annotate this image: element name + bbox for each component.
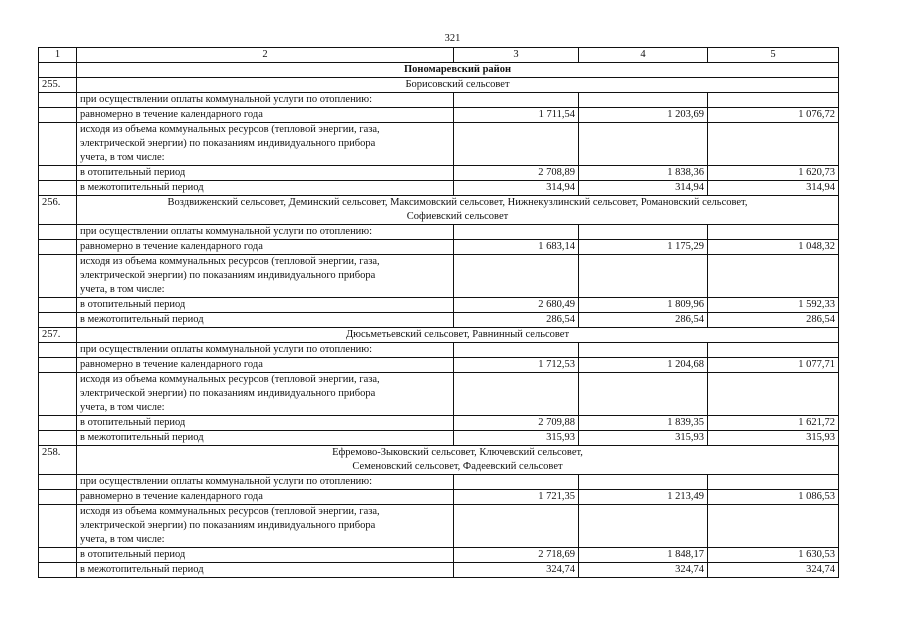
heating-label: в отопительный период — [77, 166, 454, 181]
meter-label — [77, 255, 454, 298]
value-cell: 1 204,68 — [579, 358, 708, 373]
interheating-label: в межотопительный период — [77, 181, 454, 196]
empty-cell — [579, 343, 708, 358]
empty-cell — [708, 373, 839, 416]
value-cell: 324,74 — [454, 563, 579, 578]
area-name-line: Дюсьметьевский сельсовет, Равнинный сельсовет — [345, 329, 570, 340]
uniform-label: равномерно в течение календарного года — [77, 358, 454, 373]
meter-row — [39, 505, 839, 548]
meter-label-line: исходя из объема коммунальных ресурсов (тепловой энергии, газа, — [80, 256, 380, 267]
area-name-line: Борисовский сельсовет — [405, 79, 510, 90]
empty-cell — [579, 475, 708, 490]
interheating-label: в межотопительный период — [77, 431, 454, 446]
empty-cell — [39, 548, 77, 563]
empty-cell — [708, 475, 839, 490]
empty-cell — [708, 505, 839, 548]
area-name — [77, 328, 839, 343]
payment-row — [39, 93, 839, 108]
area-row — [39, 446, 839, 475]
area-name — [77, 446, 839, 475]
uniform-row — [39, 108, 839, 123]
empty-cell — [39, 358, 77, 373]
empty-cell — [579, 93, 708, 108]
empty-cell — [579, 373, 708, 416]
empty-cell — [579, 255, 708, 298]
interheating-label: в межотопительный период — [77, 563, 454, 578]
interheating-row — [39, 431, 839, 446]
column-header: 2 — [77, 48, 454, 63]
value-cell: 1 712,53 — [454, 358, 579, 373]
empty-cell — [39, 108, 77, 123]
empty-cell — [39, 93, 77, 108]
empty-cell — [39, 313, 77, 328]
value-cell: 1 048,32 — [708, 240, 839, 255]
empty-cell — [39, 475, 77, 490]
meter-label-line: исходя из объема коммунальных ресурсов (тепловой энергии, газа, — [80, 506, 380, 517]
empty-cell — [39, 63, 77, 78]
payment-label: при осуществлении оплаты коммунальной услуги по отоплению: — [77, 93, 454, 108]
heating-row — [39, 548, 839, 563]
payment-row — [39, 343, 839, 358]
value-cell: 1 839,35 — [579, 416, 708, 431]
empty-cell — [708, 93, 839, 108]
value-cell: 1 592,33 — [708, 298, 839, 313]
meter-label-line: исходя из объема коммунальных ресурсов (тепловой энергии, газа, — [80, 124, 380, 135]
value-cell: 314,94 — [579, 181, 708, 196]
meter-label — [77, 373, 454, 416]
empty-cell — [708, 123, 839, 166]
column-header: 1 — [39, 48, 77, 63]
empty-cell — [39, 431, 77, 446]
section-number: 257. — [39, 328, 77, 343]
value-cell: 286,54 — [708, 313, 839, 328]
empty-cell — [39, 490, 77, 505]
payment-label: при осуществлении оплаты коммунальной услуги по отоплению: — [77, 475, 454, 490]
meter-label — [77, 505, 454, 548]
section-number: 256. — [39, 196, 77, 225]
area-name-line: Софиевский сельсовет — [406, 211, 509, 222]
uniform-row — [39, 490, 839, 505]
empty-cell — [708, 225, 839, 240]
area-name-line: Воздвиженский сельсовет, Деминский сельсовет, Максимовский сельсовет, Нижнекузлинский сельсовет, Романовский сельсовет, — [167, 197, 748, 208]
payment-label: при осуществлении оплаты коммунальной услуги по отоплению: — [77, 225, 454, 240]
uniform-label: равномерно в течение календарного года — [77, 490, 454, 505]
value-cell: 1 077,71 — [708, 358, 839, 373]
value-cell: 286,54 — [579, 313, 708, 328]
heating-label: в отопительный период — [77, 416, 454, 431]
column-header: 3 — [454, 48, 579, 63]
interheating-label: в межотопительный период — [77, 313, 454, 328]
heating-label: в отопительный период — [77, 548, 454, 563]
empty-cell — [579, 123, 708, 166]
empty-cell — [39, 298, 77, 313]
area-name — [77, 78, 839, 93]
value-cell: 1 620,73 — [708, 166, 839, 181]
empty-cell — [708, 255, 839, 298]
meter-row — [39, 123, 839, 166]
meter-label-line: электрической энергии) по показаниям индивидуального прибора — [80, 270, 376, 281]
section-number: 255. — [39, 78, 77, 93]
payment-row — [39, 225, 839, 240]
meter-label-line: учета, в том числе: — [80, 402, 165, 413]
value-cell: 315,93 — [579, 431, 708, 446]
interheating-row — [39, 563, 839, 578]
empty-cell — [39, 123, 77, 166]
meter-label-line: учета, в том числе: — [80, 534, 165, 545]
header-row — [39, 48, 839, 63]
value-cell: 1 683,14 — [454, 240, 579, 255]
heating-row — [39, 298, 839, 313]
payment-label: при осуществлении оплаты коммунальной услуги по отоплению: — [77, 343, 454, 358]
value-cell: 1 721,35 — [454, 490, 579, 505]
value-cell: 1 175,29 — [579, 240, 708, 255]
section-number: 258. — [39, 446, 77, 475]
empty-cell — [708, 343, 839, 358]
meter-row — [39, 373, 839, 416]
uniform-label: равномерно в течение календарного года — [77, 240, 454, 255]
empty-cell — [39, 373, 77, 416]
value-cell: 324,74 — [579, 563, 708, 578]
value-cell: 315,93 — [454, 431, 579, 446]
area-row — [39, 78, 839, 93]
meter-label-line: исходя из объема коммунальных ресурсов (тепловой энергии, газа, — [80, 374, 380, 385]
heating-label: в отопительный период — [77, 298, 454, 313]
meter-row — [39, 255, 839, 298]
uniform-row — [39, 240, 839, 255]
empty-cell — [454, 505, 579, 548]
value-cell: 2 718,69 — [454, 548, 579, 563]
empty-cell — [39, 255, 77, 298]
empty-cell — [39, 240, 77, 255]
value-cell: 286,54 — [454, 313, 579, 328]
tariff-table — [38, 47, 839, 578]
empty-cell — [39, 225, 77, 240]
empty-cell — [39, 563, 77, 578]
value-cell: 315,93 — [708, 431, 839, 446]
empty-cell — [39, 181, 77, 196]
area-row — [39, 328, 839, 343]
empty-cell — [454, 373, 579, 416]
page-number: 321 — [444, 33, 461, 44]
district-name: Пономаревский район — [77, 63, 839, 78]
meter-label-line: учета, в том числе: — [80, 152, 165, 163]
area-name-line: Семеновский сельсовет, Фадеевский сельсовет — [352, 461, 563, 472]
heating-row — [39, 166, 839, 181]
value-cell: 1 076,72 — [708, 108, 839, 123]
value-cell: 2 680,49 — [454, 298, 579, 313]
meter-label — [77, 123, 454, 166]
empty-cell — [39, 343, 77, 358]
value-cell: 1 711,54 — [454, 108, 579, 123]
interheating-row — [39, 313, 839, 328]
value-cell: 1 621,72 — [708, 416, 839, 431]
empty-cell — [454, 225, 579, 240]
value-cell: 2 708,89 — [454, 166, 579, 181]
value-cell: 1 203,69 — [579, 108, 708, 123]
value-cell: 1 809,96 — [579, 298, 708, 313]
heating-row — [39, 416, 839, 431]
meter-label-line: электрической энергии) по показаниям индивидуального прибора — [80, 138, 376, 149]
empty-cell — [39, 166, 77, 181]
value-cell: 314,94 — [454, 181, 579, 196]
value-cell: 324,74 — [708, 563, 839, 578]
empty-cell — [579, 225, 708, 240]
empty-cell — [454, 343, 579, 358]
empty-cell — [454, 123, 579, 166]
uniform-label: равномерно в течение календарного года — [77, 108, 454, 123]
value-cell: 2 709,88 — [454, 416, 579, 431]
empty-cell — [454, 255, 579, 298]
interheating-row — [39, 181, 839, 196]
value-cell: 1 848,17 — [579, 548, 708, 563]
empty-cell — [454, 475, 579, 490]
empty-cell — [39, 505, 77, 548]
column-header: 5 — [708, 48, 839, 63]
empty-cell — [454, 93, 579, 108]
empty-cell — [579, 505, 708, 548]
value-cell: 314,94 — [708, 181, 839, 196]
payment-row — [39, 475, 839, 490]
uniform-row — [39, 358, 839, 373]
area-name-line: Ефремово-Зыковский сельсовет, Ключевский сельсовет, — [332, 447, 583, 458]
area-row — [39, 196, 839, 225]
district-row — [39, 63, 839, 78]
empty-cell — [39, 416, 77, 431]
area-name — [77, 196, 839, 225]
value-cell: 1 213,49 — [579, 490, 708, 505]
meter-label-line: электрической энергии) по показаниям индивидуального прибора — [80, 520, 376, 531]
value-cell: 1 838,36 — [579, 166, 708, 181]
value-cell: 1 630,53 — [708, 548, 839, 563]
value-cell: 1 086,53 — [708, 490, 839, 505]
meter-label-line: электрической энергии) по показаниям индивидуального прибора — [80, 388, 376, 399]
column-header: 4 — [579, 48, 708, 63]
meter-label-line: учета, в том числе: — [80, 284, 165, 295]
